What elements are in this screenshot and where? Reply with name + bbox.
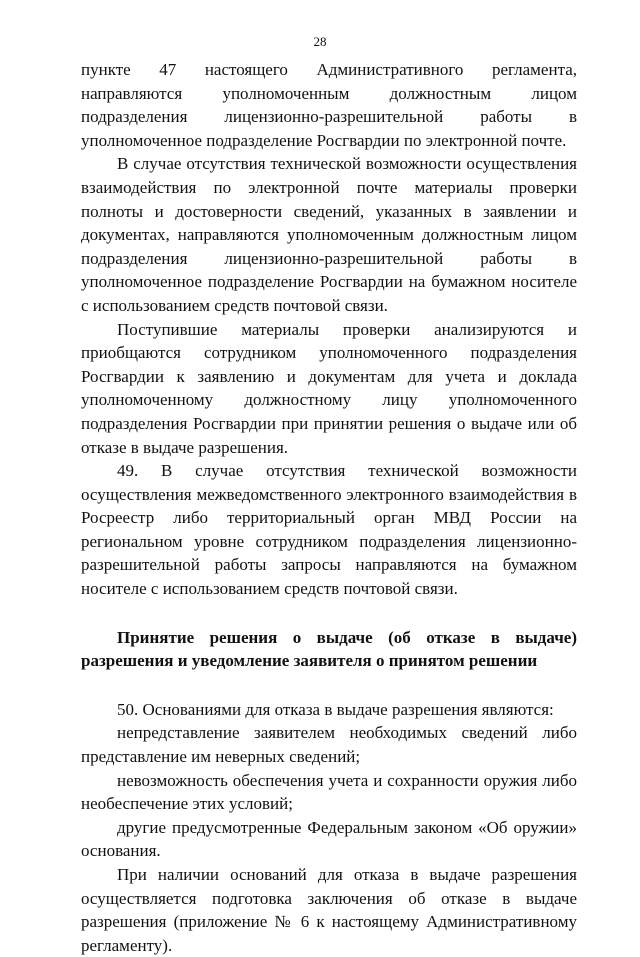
list-item-ground-3: другие предусмотренные Федеральным законом «Об оружии» основания. bbox=[81, 817, 577, 861]
list-item-ground-2: невозможность обеспечения учета и сохранности оружия либо необеспечение этих условий; bbox=[81, 770, 577, 814]
paragraph-clause-50: 50. Основаниями для отказа в выдаче разрешения являются: bbox=[117, 699, 554, 719]
paragraph-continuation: пункте 47 настоящего Административного регламента, направляются уполномоченным должностным лицом подразделения лицензионно-разрешительной работы в уполномоченное подразделение Росгвардии по электронной почте. bbox=[81, 60, 577, 150]
paragraph-materials-review: Поступившие материалы проверки анализируются и приобщаются сотрудником уполномоченного подразделения Росгвардии к заявлению и документам для учета и доклада уполномоченному должностному лицу уполномоченного подразделения Росгвардии при принятии решения о выдаче или об отказе в выдаче разрешения. bbox=[81, 319, 577, 457]
paragraph-clause-49: 49. В случае отсутствия технической возможности осуществления межведомственного электронного взаимодействия в Росреестр либо территориальный орган МВД России на региональном уровне сотрудником подразделения лицензионно-разрешительной работы запросы направляются на бумажном носителе с использованием средств почтовой связи. bbox=[81, 461, 577, 599]
list-item-ground-1: непредставление заявителем необходимых сведений либо представление им неверных сведений; bbox=[81, 723, 577, 767]
paragraph-refusal-conclusion: При наличии оснований для отказа в выдаче разрешения осуществляется подготовка заключения об отказе в выдаче разрешения (приложение № 6 к настоящему Административному регламенту). bbox=[81, 865, 577, 955]
page-number: 28 bbox=[313, 34, 327, 49]
document-body bbox=[81, 58, 577, 957]
section-heading: Принятие решения о выдаче (об отказе в выдаче) разрешения и уведомление заявителя о принятом решении bbox=[81, 627, 577, 671]
paragraph-email-fallback: В случае отсутствия технической возможности осуществления взаимодействия по электронной почте материалы проверки полноты и достоверности сведений, указанных в заявлении и документах, направляются уполномоченным должностным лицом подразделения лицензионно-разрешительной работы в уполномоченное подразделение Росгвардии на бумажном носителе с использованием средств почтовой связи. bbox=[81, 154, 577, 315]
